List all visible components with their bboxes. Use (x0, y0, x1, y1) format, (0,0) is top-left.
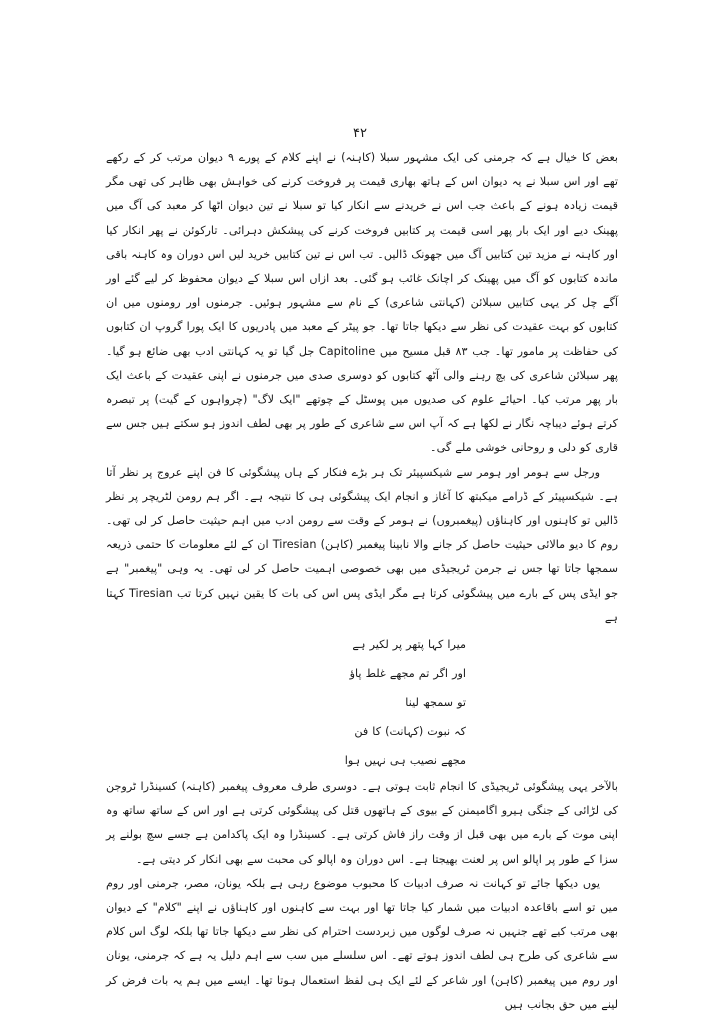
paragraph-3: بالآخر یہی پیشگوئی ٹریجیڈی کا انجام ثابت ہوتی ہے۔ دوسری طرف معروف پیغمبر (کاہنہ) کسینڈرا ٹروجن کی لڑائی کے جنگی ہیرو اگامیمنن کے بیوی کے ہاتھوں قتل کی پیشگوئی کرتی ہے اور اس کے ساتھ ساتھ وہ اپنی موت کے بارے میں بھی قبل از وقت راز فاش کرتی ہے۔ کسینڈرا وہ ایک پاکدامن ہے جسے سچ بولنے پر سزا کے طور پر اپالو اس پر لعنت بھیجتا ہے۔ اس دوران وہ اپالو کی محبت سے بھی انکار کر دیتی ہے۔ (106, 780, 618, 866)
body-text (106, 146, 618, 1017)
verse-line-2: اور اگر تم مجھے غلط پاؤ (349, 667, 466, 681)
paragraph-1: بعض کا خیال ہے کہ جرمنی کی ایک مشہور سبلا (کاہنہ) نے اپنے کلام کے پورے ۹ دیوان مرتب کر کے رکھے تھے اور اس سبلا نے یہ دیوان اس کے ہاتھ بھاری قیمت پر فروخت کرنے کی خواہش بھی ظاہر کی تھی مگر قیمت زیادہ ہونے کے باعث جب اس نے خریدنے سے انکار کیا تو سبلا نے تین دیوان اٹھا کر معبد کی آگ میں پھینک دیے اور ایک بار پھر اسی قیمت پر کتابیں فروخت کرنے کی پیشکش دہرائی۔ تارکوئن نے پھر انکار کیا اور کاہنہ نے مزید تین کتابیں آگ میں جھونک ڈالیں۔ تب اس نے تین کتابیں خرید لیں اس دوران وہ کاہنہ باقی ماندہ کتابوں کو آگ میں پھینک کر اچانک غائب ہو گئی۔ بعد ازاں اس سبلا کے دیوان محفوظ کر لیے گئے اور آگے چل کر یہی کتابیں سبلائن (کہانتی شاعری) کے نام سے مشہور ہوئیں۔ جرمنوں اور رومنوں میں ان کتابوں کو بہت عقیدت کی نظر سے دیکھا جاتا تھا۔ جو پیٹر کے معبد میں پادریوں کا ایک پورا گروپ ان کتابوں کی حفاظت پر مامور تھا۔ جب ۸۳ قبل مسیح میں Capitoline جل گیا تو یہ کہانتی ادب بھی ضائع ہو گیا۔ پھر سبلائن شاعری کی بچ رہنے والی آٹھ کتابوں کو دوسری صدی میں جرمنوں نے اپنی عقیدت کے باعث ایک بار پھر مرتب کیا۔ احیائے علوم کی صدیوں میں پوسٹل کے چوتھے "ایک لاگ" (چرواہوں کے گیت) پر تبصرہ کرتے ہوئے دیباچہ نگار نے لکھا ہے کہ آپ اس سے شاعری کے طور پر بھی لطف اندوز ہو سکتے ہیں جس سے قاری کو دلی و روحانی خوشی ملے گی۔ (106, 151, 619, 455)
paragraph-2: ورجل سے ہومر اور ہومر سے شیکسپیئر تک ہر بڑے فنکار کے ہاں پیشگوئی کا فن اپنے عروج پر نظر آتا ہے۔ شیکسپیئر کے ڈرامے میکبتھ کا آغاز و انجام ایک پیشگوئی ہی کا نتیجہ ہے۔ اگر ہم رومن لٹریچر پر نظر ڈالیں تو کاہنوں اور کاہناؤں (پیغمبروں) نے ہومر کے وقت سے رومن ادب میں اہم حیثیت حاصل کر لی تھی۔ روم کا دیو مالائی حیثیت حاصل کر جانے والا نابینا پیغمبر (کاہن) Tiresian ان کے لئے معلومات کا حتمی ذریعہ سمجھا جاتا تھا جس نے جرمن ٹریجیڈی میں بھی خصوصی اہمیت حاصل کر لی تھی۔ یہ وہی "پیغمبر" ہے جو ایڈی پس کے بارے میں پیشگوئی کرتا ہے مگر ایڈی پس اس کی بات کا یقین نہیں کرتا تب Tiresian کہتا ہے (106, 465, 618, 624)
page-number: ۴۲ (353, 126, 367, 141)
verse-line-3: تو سمجھ لینا (405, 696, 466, 710)
verse-line-4: کہ نبوت (کہانت) کا فن (354, 725, 466, 739)
paragraph-4: یوں دیکھا جائے تو کہانت نہ صرف ادبیات کا محبوب موضوع رہی ہے بلکہ یونان، مصر، جرمنی اور روم میں تو اسے باقاعدہ ادبیات میں شمار کیا جاتا تھا اور بہت سے کاہنوں اور کاہناؤں نے اپنے "کلام" کے دیوان بھی مرتب کیے تھے جنہیں نہ صرف لوگوں میں زبردست احترام کی نظر سے دیکھا جاتا تھا بلکہ لوگ اس کلام سے شاعری کی طرح ہی لطف اندوز ہوتے تھے۔ اس سلسلے میں سب سے اہم دلیل یہ ہے کہ جرمنی، یونان اور روم میں پیغمبر (کاہن) اور شاعر کے لئے ایک ہی لفظ استعمال ہوتا تھا۔ ایسے میں ہم یہ بات فرض کر لینے میں حق بجانب ہیں (106, 876, 618, 1011)
verse-block (106, 630, 618, 775)
verse-line-1: میرا کہا پتھر پر لکیر ہے (352, 638, 466, 652)
verse-line-5: مجھے نصیب ہی نہیں ہوا (344, 754, 466, 768)
